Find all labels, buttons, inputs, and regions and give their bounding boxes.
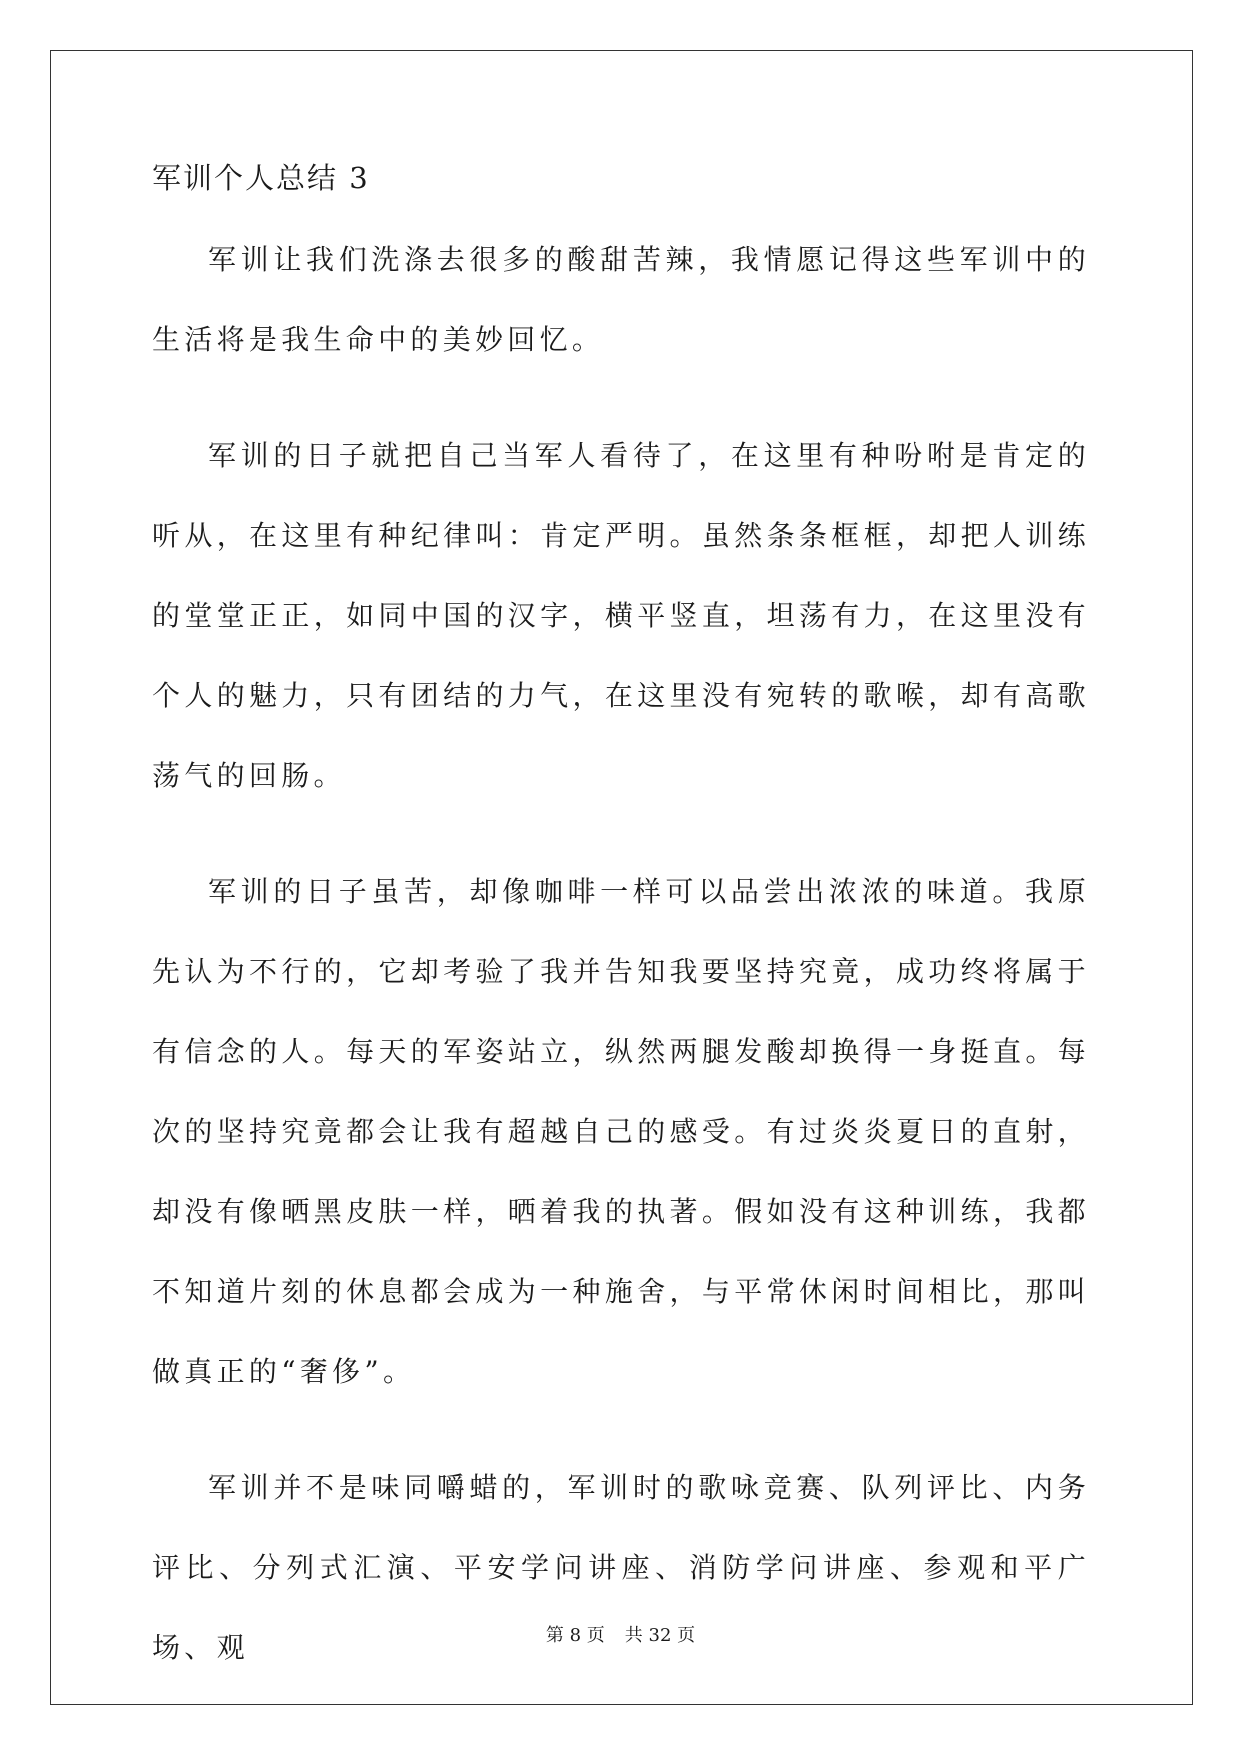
paragraph-3: 军训的日子虽苦，却像咖啡一样可以品尝出浓浓的味道。我原先认为不行的，它却考验了我并告知我要坚持究竟，成功终将属于有信念的人。每天的军姿站立，纵然两腿发酸却换得一身挺直。每次的坚持究竟都会让我有超越自己的感受。有过炎炎夏日的直射，却没有像晒黑皮肤一样，晒着我的执著。假如没有这种训练，我都不知道片刻的休息都会成为一种施舍，与平常休闲时间相比，那叫做真正的“奢侈”。 xyxy=(152,875,1090,1388)
document-title: 军训个人总结 3 xyxy=(152,161,370,195)
paragraph-2: 军训的日子就把自己当军人看待了，在这里有种吩咐是肯定的听从，在这里有种纪律叫：肯定严明。虽然条条框框，却把人训练的堂堂正正，如同中国的汉字，横平竖直，坦荡有力，在这里没有个人的魅力，只有团结的力气，在这里没有宛转的歌喉，却有高歌荡气的回肠。 xyxy=(152,439,1090,792)
paragraph-4: 军训并不是味同嚼蜡的，军训时的歌咏竞赛、队列评比、内务评比、分列式汇演、平安学问讲座、消防学问讲座、参观和平广场、观 xyxy=(152,1471,1090,1664)
page-number: 第 8 页 xyxy=(545,1625,605,1646)
document-body xyxy=(152,160,1090,1688)
page-footer xyxy=(0,1624,1241,1648)
paragraph-1: 军训让我们洗涤去很多的酸甜苦辣，我情愿记得这些军训中的生活将是我生命中的美妙回忆。 xyxy=(152,243,1090,356)
page-total: 共 32 页 xyxy=(624,1625,696,1646)
